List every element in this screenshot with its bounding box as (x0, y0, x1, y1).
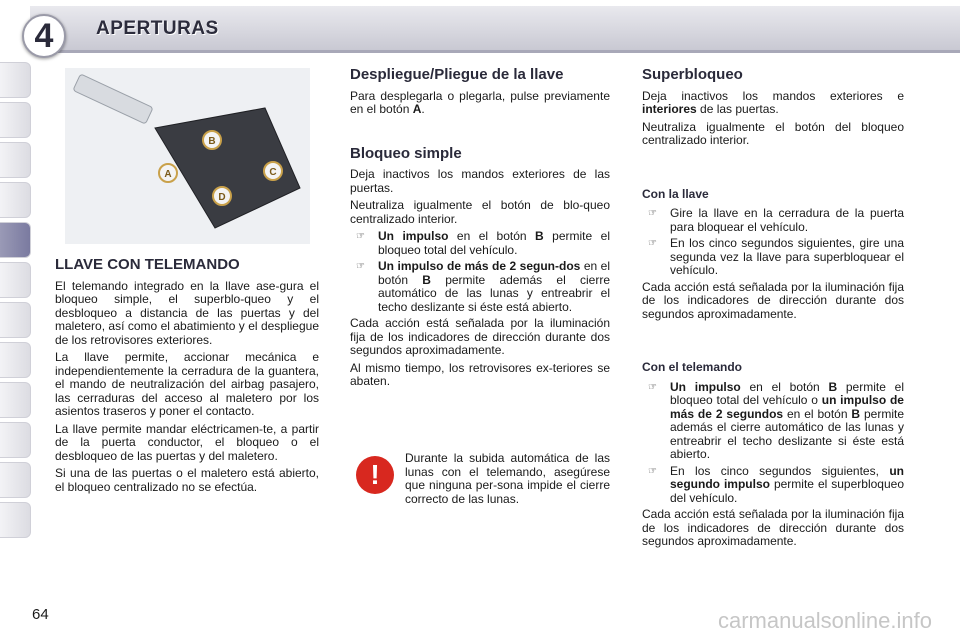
remote-key-drawing (65, 68, 310, 244)
middle-column (350, 68, 610, 393)
side-tab-active[interactable] (0, 222, 31, 258)
paragraph: Cada acción está señalada por la iluminación fija de los indicadores de dirección durante dos segundos aproximadamente. (642, 279, 904, 321)
subsection-title: Con la llave (642, 186, 709, 201)
side-tab[interactable] (0, 102, 31, 138)
button-label: D (218, 192, 226, 203)
list-item: ☞ En los cinco segundos siguientes, un segundo impulso permite el superbloqueo del vehículo. (648, 463, 904, 505)
button-label: B (208, 136, 216, 147)
paragraph: Deja inactivos los mandos exteriores de las puertas. (350, 167, 610, 195)
side-tab[interactable] (0, 182, 31, 218)
list-item: ☞ Un impulso en el botón B permite el bloqueo total del vehículo o un impulso de más de 2 segundos en el botón B permite además el cierre automático de las lunas y entreabrir el techo deslizante si éste está abierto. (648, 379, 904, 461)
left-text (55, 258, 319, 494)
side-tab[interactable] (0, 62, 31, 98)
left-column (55, 68, 320, 498)
side-tab[interactable] (0, 302, 31, 338)
pointing-hand-icon: ☞ (648, 465, 657, 477)
watermark: carmanualsonline.info (717, 608, 932, 633)
section-title: LLAVE CON TELEMANDO (55, 256, 240, 273)
side-tab[interactable] (0, 422, 31, 458)
side-tab[interactable] (0, 142, 31, 178)
exclamation-icon: ! (356, 456, 394, 494)
side-tab[interactable] (0, 462, 31, 498)
button-label: A (164, 169, 172, 180)
pointing-hand-icon: ☞ (648, 238, 657, 249)
pointing-hand-icon: ☞ (648, 381, 657, 393)
warning-note (405, 452, 610, 510)
right-column (642, 68, 904, 553)
paragraph: Para desplegarla o plegarla, pulse previamente en el botón A. (350, 88, 610, 116)
list-item: ☞ Un impulso de más de 2 segun-dos en el botón B permite además el cierre automático de las lunas y entreabrir el techo deslizante si éste está abierto. (356, 259, 610, 314)
paragraph: Neutraliza igualmente el botón de blo-queo centralizado interior. (350, 198, 610, 226)
paragraph: La llave permite, accionar mecánica e independientemente la cerradura de la guantera, el mando de neutralización del airbag pasajero, las cerraduras del acceso al maletero por los asientos traseros y poner el contacto. (55, 350, 319, 418)
warning-text: Durante la subida automática de las lunas con el telemando, asegúrese que ninguna per-sona impide el cierre correcto de las lunas. (405, 451, 610, 506)
section-title: Bloqueo simple (350, 144, 462, 162)
paragraph: Si una de las puertas o el maletero está abierto, el bloqueo centralizado no se efectúa. (55, 466, 319, 494)
side-tab[interactable] (0, 342, 31, 378)
paragraph: Cada acción está señalada por la iluminación fija de los indicadores de dirección durante dos segundos aproximadamente. (642, 507, 904, 548)
button-label: C (269, 167, 277, 178)
pointing-hand-icon: ☞ (356, 261, 365, 272)
section-title: Despliegue/Pliegue de la llave (350, 66, 564, 83)
paragraph: La llave permite mandar eléctricamen-te, a partir de la puerta conductor, el bloqueo o el desbloqueo de las puertas y del maletero. (55, 421, 319, 463)
list-item: ☞ Gire la llave en la cerradura de la puerta para bloquear el vehículo. (648, 206, 904, 234)
paragraph: Neutraliza igualmente el botón del bloqueo centralizado interior. (642, 119, 904, 147)
side-tab[interactable] (0, 502, 31, 538)
paragraph: Cada acción está señalada por la iluminación fija de los indicadores de dirección durante dos segundos aproximadamente. (350, 316, 610, 357)
list-item: ☞ Un impulso en el botón B permite el bloqueo total del vehículo. (356, 229, 610, 257)
chapter-side-tabs (0, 62, 34, 542)
page-number: 64 (32, 606, 49, 623)
paragraph: Al mismo tiempo, los retrovisores ex-teriores se abaten. (350, 360, 610, 388)
subsection-title: Con el telemando (642, 360, 743, 374)
paragraph: Deja inactivos los mandos exteriores e interiores de las puertas. (642, 88, 904, 116)
paragraph: El telemando integrado en la llave ase-gura el bloqueo simple, el superblo-queo y el desbloqueo a distancia de las puertas y del maletero, así como el abatimiento y el despliegue de los retrovisores exteriores. (55, 278, 319, 347)
chapter-title: APERTURAS (96, 18, 219, 39)
list-item: ☞ En los cinco segundos siguientes, gire una segunda vez la llave para superbloquear el vehículo. (648, 236, 904, 277)
pointing-hand-icon: ☞ (356, 231, 365, 242)
pointing-hand-icon: ☞ (648, 208, 657, 219)
side-tab[interactable] (0, 382, 31, 418)
side-tab[interactable] (0, 262, 31, 298)
section-title: Superbloqueo (642, 66, 743, 83)
chapter-number-badge: 4 (22, 14, 66, 58)
remote-key-illustration (65, 68, 310, 244)
